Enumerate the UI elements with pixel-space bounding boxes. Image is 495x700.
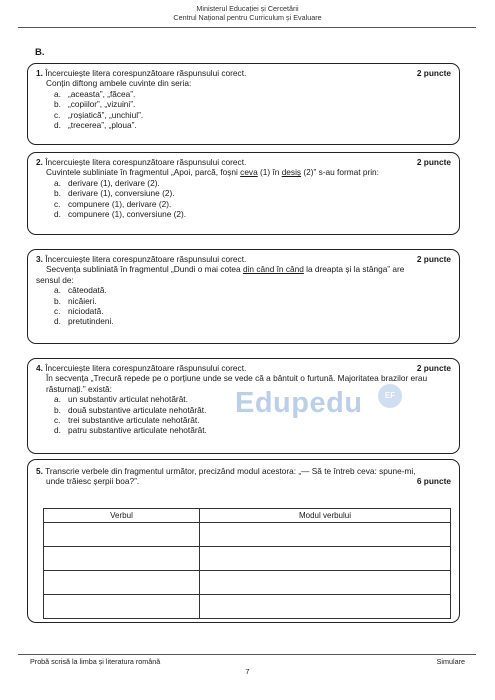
answer-cell[interactable] xyxy=(44,595,200,619)
option-d[interactable]: d. „trecerea”, „ploua”. xyxy=(54,120,137,131)
edupedu-logo-badge: EF xyxy=(378,384,402,408)
answer-cell[interactable] xyxy=(44,571,200,595)
question-text: 5. Transcrie verbele din fragmentul următor, precizând modul acestora: „— Să te întreb ceva: spune-mi, xyxy=(36,466,416,476)
points-label: 2 puncte xyxy=(416,68,451,78)
footer-exam-type: Simulare xyxy=(436,657,465,666)
points-label: 2 puncte xyxy=(416,363,451,373)
question-text-cont: unde trăiesc șerpii boa?”. 6 puncte xyxy=(46,476,451,487)
option-c[interactable]: c. „roșiatică”, „unchiul”. xyxy=(54,109,144,120)
question-1-box xyxy=(27,63,460,145)
question-number: 2. xyxy=(36,157,43,167)
points-label: 2 puncte xyxy=(416,157,451,167)
header-divider xyxy=(18,27,476,28)
option-a[interactable]: a. derivare (1), derivare (2). xyxy=(54,177,160,188)
question-text-cont: răsturnați.” există: xyxy=(46,383,112,394)
question-number: 1. xyxy=(36,68,43,78)
answer-cell[interactable] xyxy=(200,547,451,571)
option-c[interactable]: c. compunere (1), derivare (2). xyxy=(54,198,172,209)
section-label: B. xyxy=(35,47,45,58)
question-instruction: Încercuiește litera corespunzătoare răspunsului corect. xyxy=(45,157,247,167)
option-b[interactable]: b. două substantive articulate nehotărât. xyxy=(54,404,207,415)
page-header xyxy=(0,4,495,22)
question-number: 5. xyxy=(36,466,43,476)
option-d[interactable]: d. compunere (1), conversiune (2). xyxy=(54,209,187,220)
header-ministry: Ministerul Educației și Cercetării xyxy=(196,4,299,13)
underlined-word: ceva xyxy=(240,167,258,178)
footer-exam-title: Probă scrisă la limba și literatura română xyxy=(30,657,161,666)
points-label: 6 puncte xyxy=(416,476,451,487)
option-c[interactable]: c. trei substantive articulate nehotărât. xyxy=(54,415,200,426)
question-text: Conțin diftong ambele cuvinte din seria: xyxy=(46,78,192,89)
question-instruction: Încercuiește litera corespunzătoare răspunsului corect. xyxy=(45,254,247,264)
table-row xyxy=(44,595,451,619)
answer-cell[interactable] xyxy=(44,523,200,547)
question-text: Secvența subliniată în fragmentul „Dundi o mai cotea din când în când la dreapta și la stânga” are xyxy=(46,264,405,275)
question-instruction: Încercuiește litera corespunzătoare răspunsului corect. xyxy=(45,363,247,373)
verbs-answer-table xyxy=(43,508,451,619)
page-number: 7 xyxy=(245,667,250,676)
question-number: 3. xyxy=(36,254,43,264)
table-row xyxy=(44,571,451,595)
underlined-phrase: din când în când xyxy=(242,264,304,275)
header-center: Centrul Național pentru Curriculum și Evaluare xyxy=(173,13,322,22)
question-3-box xyxy=(27,249,460,344)
points-label: 2 puncte xyxy=(416,254,451,264)
answer-cell[interactable] xyxy=(200,571,451,595)
option-b[interactable]: b. nicăieri. xyxy=(54,295,97,306)
question-text: Cuvintele subliniate în fragmentul „Apoi, parcă, foșni ceva (1) în desiș (2)” s-au format prin: xyxy=(46,167,379,178)
option-a[interactable]: a. câteodată. xyxy=(54,285,107,296)
question-text: În secvența „Trecură repede pe o porțiune unde se vede că a bântuit o furtună. Majoritatea brazilor erau xyxy=(46,373,428,384)
footer-divider xyxy=(18,654,476,655)
option-b[interactable]: b. „copiilor”, „vizuini”. xyxy=(54,99,136,110)
option-d[interactable]: d. patru substantive articulate nehotărât. xyxy=(54,425,207,436)
answer-cell[interactable] xyxy=(200,523,451,547)
table-row xyxy=(44,547,451,571)
question-text-cont: sensul de: xyxy=(36,274,74,285)
option-a[interactable]: a. un substantiv articulat nehotărât. xyxy=(54,394,188,405)
option-b[interactable]: b. derivare (1), conversiune (2). xyxy=(54,188,175,199)
option-d[interactable]: d. pretutindeni. xyxy=(54,316,114,327)
option-c[interactable]: c. niciodată. xyxy=(54,306,104,317)
column-header-mood: Modul verbului xyxy=(200,509,451,523)
answer-cell[interactable] xyxy=(200,595,451,619)
question-number: 4. xyxy=(36,363,43,373)
underlined-word: desiș xyxy=(281,167,302,178)
question-instruction: Încercuiește litera corespunzătoare răspunsului corect. xyxy=(45,68,247,78)
option-a[interactable]: a. „aceasta”, „făcea”. xyxy=(54,88,136,99)
column-header-verb: Verbul xyxy=(44,509,200,523)
question-2-box xyxy=(27,152,460,235)
edupedu-watermark: Edupedu xyxy=(235,387,363,419)
table-row xyxy=(44,523,451,547)
answer-cell[interactable] xyxy=(44,547,200,571)
